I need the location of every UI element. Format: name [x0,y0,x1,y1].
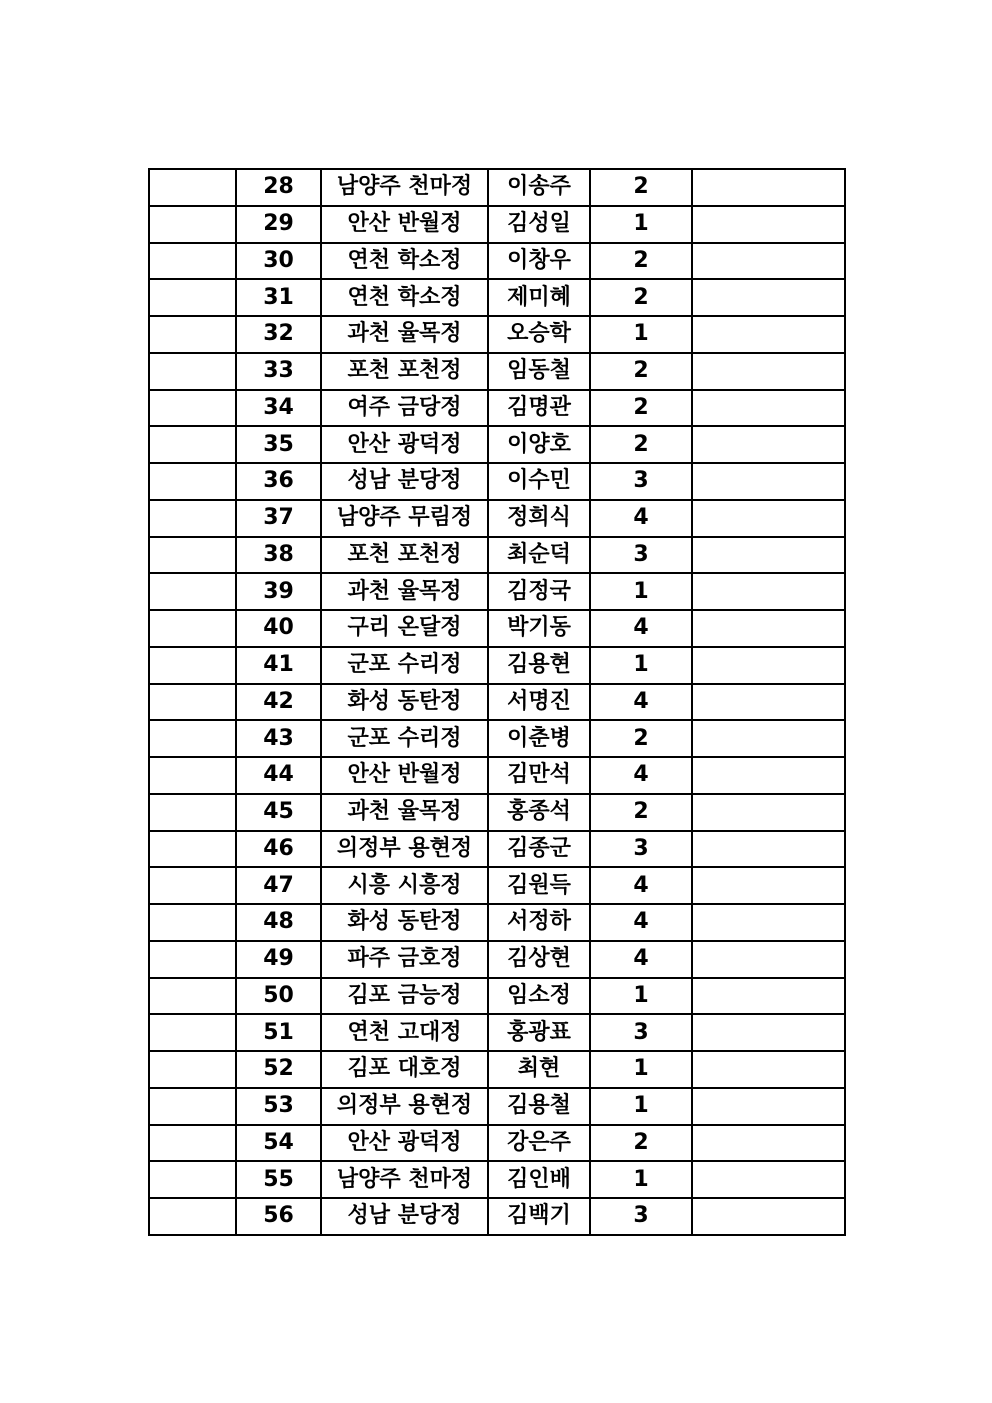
count-cell: 3 [590,831,692,868]
name-cell: 김인배 [488,1161,590,1198]
name-cell: 김백기 [488,1198,590,1235]
count-cell: 2 [590,794,692,831]
empty-cell [149,1125,236,1162]
name-cell: 이송주 [488,169,590,206]
roster-table [148,168,846,1236]
place-cell: 파주 금호정 [321,941,488,978]
empty-cell [149,243,236,280]
empty-cell [692,1198,845,1235]
count-cell: 1 [590,1088,692,1125]
name-cell: 홍종석 [488,794,590,831]
name-cell: 박기동 [488,610,590,647]
count-cell: 2 [590,243,692,280]
table-row [149,831,845,868]
table-row [149,684,845,721]
place-cell: 김포 대호정 [321,1051,488,1088]
table-row [149,794,845,831]
name-cell: 서정하 [488,904,590,941]
empty-cell [692,1051,845,1088]
empty-cell [692,537,845,574]
place-cell: 화성 동탄정 [321,904,488,941]
count-cell: 1 [590,1051,692,1088]
number-cell: 41 [236,647,321,684]
number-cell: 49 [236,941,321,978]
count-cell: 1 [590,206,692,243]
table-row [149,573,845,610]
empty-cell [149,537,236,574]
table-row [149,169,845,206]
empty-cell [149,390,236,427]
count-cell: 4 [590,941,692,978]
number-cell: 36 [236,463,321,500]
empty-cell [692,426,845,463]
empty-cell [149,1198,236,1235]
place-cell: 군포 수리정 [321,720,488,757]
place-cell: 포천 포천정 [321,537,488,574]
table-row [149,1088,845,1125]
table-row [149,904,845,941]
number-cell: 35 [236,426,321,463]
number-cell: 40 [236,610,321,647]
count-cell: 1 [590,978,692,1015]
name-cell: 임동철 [488,353,590,390]
empty-cell [149,720,236,757]
empty-cell [692,720,845,757]
empty-cell [692,279,845,316]
table-row [149,426,845,463]
empty-cell [692,463,845,500]
empty-cell [149,1088,236,1125]
place-cell: 남양주 무림정 [321,500,488,537]
place-cell: 남양주 천마정 [321,1161,488,1198]
number-cell: 31 [236,279,321,316]
empty-cell [692,243,845,280]
table-row [149,610,845,647]
count-cell: 4 [590,610,692,647]
number-cell: 56 [236,1198,321,1235]
count-cell: 2 [590,169,692,206]
count-cell: 2 [590,353,692,390]
name-cell: 정희식 [488,500,590,537]
roster-table-body [149,169,845,1235]
name-cell: 김원득 [488,867,590,904]
number-cell: 44 [236,757,321,794]
name-cell: 이수민 [488,463,590,500]
number-cell: 53 [236,1088,321,1125]
table-row [149,390,845,427]
name-cell: 오승학 [488,316,590,353]
name-cell: 이춘병 [488,720,590,757]
name-cell: 강은주 [488,1125,590,1162]
table-row [149,353,845,390]
table-row [149,279,845,316]
count-cell: 1 [590,647,692,684]
name-cell: 김정국 [488,573,590,610]
empty-cell [149,904,236,941]
empty-cell [149,794,236,831]
number-cell: 52 [236,1051,321,1088]
place-cell: 구리 온달정 [321,610,488,647]
count-cell: 3 [590,463,692,500]
name-cell: 김성일 [488,206,590,243]
name-cell: 김명관 [488,390,590,427]
number-cell: 55 [236,1161,321,1198]
place-cell: 안산 반월정 [321,206,488,243]
empty-cell [692,1161,845,1198]
place-cell: 성남 분당정 [321,1198,488,1235]
name-cell: 김만석 [488,757,590,794]
number-cell: 45 [236,794,321,831]
count-cell: 2 [590,426,692,463]
empty-cell [692,904,845,941]
empty-cell [149,206,236,243]
count-cell: 1 [590,1161,692,1198]
number-cell: 50 [236,978,321,1015]
empty-cell [149,1161,236,1198]
name-cell: 이창우 [488,243,590,280]
empty-cell [692,941,845,978]
table-row [149,720,845,757]
empty-cell [692,390,845,427]
count-cell: 4 [590,757,692,794]
empty-cell [692,169,845,206]
name-cell: 김용철 [488,1088,590,1125]
place-cell: 여주 금당정 [321,390,488,427]
count-cell: 2 [590,720,692,757]
count-cell: 2 [590,279,692,316]
count-cell: 1 [590,573,692,610]
empty-cell [149,647,236,684]
place-cell: 연천 고대정 [321,1014,488,1051]
empty-cell [149,831,236,868]
place-cell: 과천 율목정 [321,316,488,353]
empty-cell [692,610,845,647]
empty-cell [149,463,236,500]
count-cell: 4 [590,500,692,537]
count-cell: 3 [590,537,692,574]
table-row [149,537,845,574]
empty-cell [149,316,236,353]
number-cell: 54 [236,1125,321,1162]
count-cell: 4 [590,684,692,721]
empty-cell [149,978,236,1015]
number-cell: 32 [236,316,321,353]
empty-cell [149,169,236,206]
place-cell: 의정부 용현정 [321,1088,488,1125]
number-cell: 33 [236,353,321,390]
count-cell: 3 [590,1198,692,1235]
table-row [149,647,845,684]
empty-cell [149,573,236,610]
empty-cell [692,757,845,794]
number-cell: 37 [236,500,321,537]
place-cell: 포천 포천정 [321,353,488,390]
count-cell: 4 [590,904,692,941]
table-row [149,206,845,243]
empty-cell [692,1088,845,1125]
empty-cell [149,941,236,978]
place-cell: 의정부 용현정 [321,831,488,868]
place-cell: 김포 금능정 [321,978,488,1015]
empty-cell [692,647,845,684]
name-cell: 홍광표 [488,1014,590,1051]
empty-cell [692,573,845,610]
place-cell: 남양주 천마정 [321,169,488,206]
count-cell: 2 [590,390,692,427]
table-row [149,867,845,904]
table-row [149,463,845,500]
number-cell: 47 [236,867,321,904]
empty-cell [692,684,845,721]
place-cell: 연천 학소정 [321,279,488,316]
table-row [149,1051,845,1088]
number-cell: 46 [236,831,321,868]
empty-cell [149,500,236,537]
empty-cell [692,867,845,904]
empty-cell [692,1014,845,1051]
name-cell: 서명진 [488,684,590,721]
empty-cell [149,610,236,647]
table-row [149,1125,845,1162]
place-cell: 군포 수리정 [321,647,488,684]
name-cell: 최순덕 [488,537,590,574]
count-cell: 4 [590,867,692,904]
name-cell: 김용현 [488,647,590,684]
empty-cell [692,1125,845,1162]
place-cell: 과천 율목정 [321,573,488,610]
place-cell: 연천 학소정 [321,243,488,280]
table-row [149,500,845,537]
number-cell: 48 [236,904,321,941]
table-row [149,1198,845,1235]
number-cell: 29 [236,206,321,243]
table-row [149,757,845,794]
number-cell: 38 [236,537,321,574]
empty-cell [149,1014,236,1051]
number-cell: 39 [236,573,321,610]
empty-cell [149,426,236,463]
empty-cell [149,353,236,390]
table-row [149,1161,845,1198]
empty-cell [149,757,236,794]
count-cell: 3 [590,1014,692,1051]
number-cell: 42 [236,684,321,721]
place-cell: 시흥 시흥정 [321,867,488,904]
table-row [149,316,845,353]
table-row [149,978,845,1015]
place-cell: 성남 분당정 [321,463,488,500]
name-cell: 김상현 [488,941,590,978]
table-row [149,1014,845,1051]
empty-cell [149,279,236,316]
number-cell: 34 [236,390,321,427]
table-row [149,243,845,280]
name-cell: 이양호 [488,426,590,463]
empty-cell [692,500,845,537]
empty-cell [692,978,845,1015]
name-cell: 임소정 [488,978,590,1015]
empty-cell [692,353,845,390]
place-cell: 화성 동탄정 [321,684,488,721]
empty-cell [692,794,845,831]
empty-cell [692,206,845,243]
place-cell: 과천 율목정 [321,794,488,831]
count-cell: 2 [590,1125,692,1162]
table-row [149,941,845,978]
name-cell: 제미혜 [488,279,590,316]
number-cell: 51 [236,1014,321,1051]
place-cell: 안산 광덕정 [321,1125,488,1162]
place-cell: 안산 반월정 [321,757,488,794]
number-cell: 28 [236,169,321,206]
number-cell: 30 [236,243,321,280]
empty-cell [149,684,236,721]
name-cell: 최현 [488,1051,590,1088]
empty-cell [149,1051,236,1088]
name-cell: 김종군 [488,831,590,868]
place-cell: 안산 광덕정 [321,426,488,463]
empty-cell [692,831,845,868]
number-cell: 43 [236,720,321,757]
empty-cell [149,867,236,904]
empty-cell [692,316,845,353]
count-cell: 1 [590,316,692,353]
